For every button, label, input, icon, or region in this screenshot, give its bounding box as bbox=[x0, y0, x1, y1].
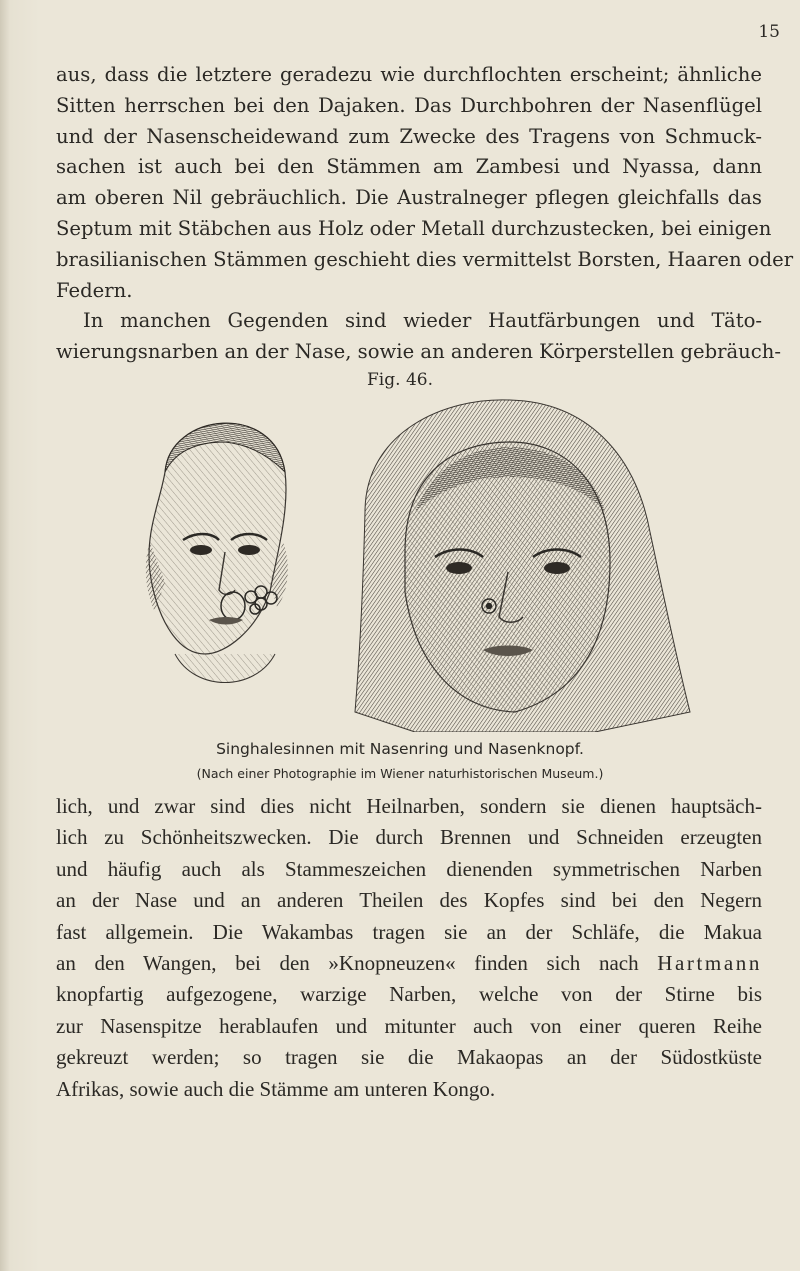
text-line: wierungsnarben an der Nase, sowie an anderen Körperstellen gebräuch- bbox=[56, 340, 782, 364]
figure-label: Fig. 46. bbox=[367, 370, 433, 390]
text-line: In manchen Gegenden sind wieder Hautfärbungen und Täto- bbox=[83, 309, 762, 333]
text-segment: an den Wangen, bei den »Knopneuzen« finden sich nach bbox=[56, 951, 658, 976]
text-line: und der Nasenscheidewand zum Zwecke des Tragens von Schmuck- bbox=[56, 124, 762, 148]
text-line: gekreuzt werden; so tragen sie die Makaopas an der Südostküste bbox=[56, 1045, 762, 1070]
text-line: fast allgemein. Die Wakambas tragen sie an der Schläfe, die Makua bbox=[56, 919, 762, 944]
text-line: knopfartig aufgezogene, warzige Narben, welche von der Stirne bis bbox=[56, 982, 762, 1007]
engraving-two-women bbox=[115, 392, 700, 732]
text-line: lich, und zwar sind dies nicht Heilnarben, sondern sie dienen hauptsäch- bbox=[56, 794, 762, 818]
figure-caption: Singhalesinnen mit Nasenring und Nasenknopf. bbox=[216, 740, 584, 758]
text-line: und häufig auch als Stammeszeichen dienenden symmetrischen Narben bbox=[56, 856, 762, 881]
text-line: Sitten herrschen bei den Dajaken. Das Durchbohren der Nasenflügel bbox=[56, 93, 762, 117]
author-name-spaced: Hartmann bbox=[657, 951, 762, 976]
page-number: 15 bbox=[758, 22, 780, 42]
text-line: an der Nase und an anderen Theilen des Kopfes sind bei den Negern bbox=[56, 888, 762, 913]
text-line bbox=[56, 948, 762, 979]
paragraph-nose-piercing bbox=[56, 60, 794, 368]
text-line: aus, dass die letztere geradezu wie durchflochten erscheint; ähnliche bbox=[56, 63, 762, 86]
text-line: Federn. bbox=[56, 278, 133, 302]
text-line: Septum mit Stäbchen aus Holz oder Metall durchzustecken, bei einigen bbox=[56, 216, 772, 240]
text-line: am oberen Nil gebräuchlich. Die Australneger pflegen gleichfalls das bbox=[56, 186, 762, 210]
text-line: lich zu Schönheitszwecken. Die durch Brennen und Schneiden erzeugten bbox=[56, 825, 762, 850]
figure-source: (Nach einer Photographie im Wiener naturhistorischen Museum.) bbox=[196, 766, 604, 781]
text-line: sachen ist auch bei den Stämmen am Zambesi und Nyassa, dann bbox=[56, 155, 762, 179]
text-line: brasilianischen Stämmen geschieht dies vermittelst Borsten, Haaren oder bbox=[56, 247, 794, 271]
left-portrait bbox=[146, 423, 288, 682]
paragraph-scarification bbox=[56, 791, 762, 1105]
text-line: Afrikas, sowie auch die Stämme am unteren Kongo. bbox=[56, 1076, 496, 1101]
text-line: zur Nasenspitze herablaufen und mitunter auch von einer queren Reihe bbox=[56, 1013, 762, 1038]
right-portrait bbox=[355, 400, 690, 732]
